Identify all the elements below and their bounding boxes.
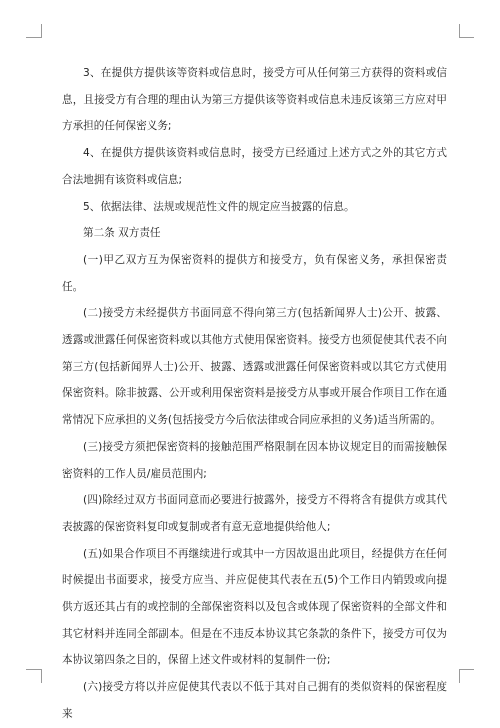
crop-mark-bottom-right-horizontal	[459, 669, 474, 670]
clause-item-4: 4、在提供方提供该资料或信息时，接受方已经通过上述方式之外的其它方式合法地拥有该资料或信息;	[62, 147, 447, 186]
crop-mark-top-left-horizontal	[26, 37, 41, 38]
clause-item-3: 3、在提供方提供该等资料或信息时，接受方可从任何第三方获得的资料或信息，且接受方有合理的理由认为第三方提供该等资料或信息未违反该第三方应对甲方承担的任何保密义务;	[62, 67, 447, 133]
obligation-1: (一)甲乙双方互为保密资料的提供方和接受方，负有保密义务，承担保密责任。	[62, 253, 447, 293]
document-body	[62, 60, 447, 728]
obligation-3: (三)接受方须把保密资料的接触范围严格限制在因本协议规定目的而需接触保密资料的工作人员/雇员范围内;	[62, 440, 447, 480]
obligation-6: (六)接受方将以并应促使其代表以不低于其对自己拥有的类似资料的保密程度来	[62, 681, 447, 720]
article-2-heading: 第二条 双方责任	[83, 227, 161, 240]
crop-mark-top-right-vertical	[459, 24, 460, 38]
clause-item-5: 5、依据法律、法规或规范性文件的规定应当披露的信息。	[83, 200, 355, 213]
obligation-5: (五)如果合作项目不再继续进行或其中一方因故退出此项目，经提供方在任何时候提出书面要求，接受方应当、并应促使其代表在五(5)个工作日内销毁或向提供方返还其占有的或控制的全部保密资料以及包含或体现了保密资料的全部文件和其它材料并连同全部副本。但是在不违反本协议其它条款的条件下，接受方可仅为本协议第四条之目的，保留上述文件或材料的复制件一份;	[62, 547, 447, 667]
crop-mark-bottom-right-vertical	[459, 669, 460, 683]
obligation-2: (二)接受方未经提供方书面同意不得向第三方(包括新闻界人士)公开、披露、透露或泄露任何保密资料或以其他方式使用保密资料。接受方也须促使其代表不向第三方(包括新闻界人士)公开、披露、透露或泄露任何保密资料或以其它方式使用保密资料。除非披露、公开或利用保密资料是接受方从事或开展合作项目工作在通常情况下应承担的义务(包括接受方今后依法律或合同应承担的义务)适当所需的。	[62, 307, 447, 427]
crop-mark-top-right-horizontal	[459, 37, 474, 38]
crop-mark-top-left-vertical	[41, 24, 42, 38]
crop-mark-bottom-left-vertical	[41, 669, 42, 683]
obligation-4: (四)除经过双方书面同意而必要进行披露外，接受方不得将含有提供方或其代表披露的保密资料复印或复制或者有意无意地提供给他人;	[62, 494, 447, 533]
crop-mark-bottom-left-horizontal	[26, 669, 41, 670]
